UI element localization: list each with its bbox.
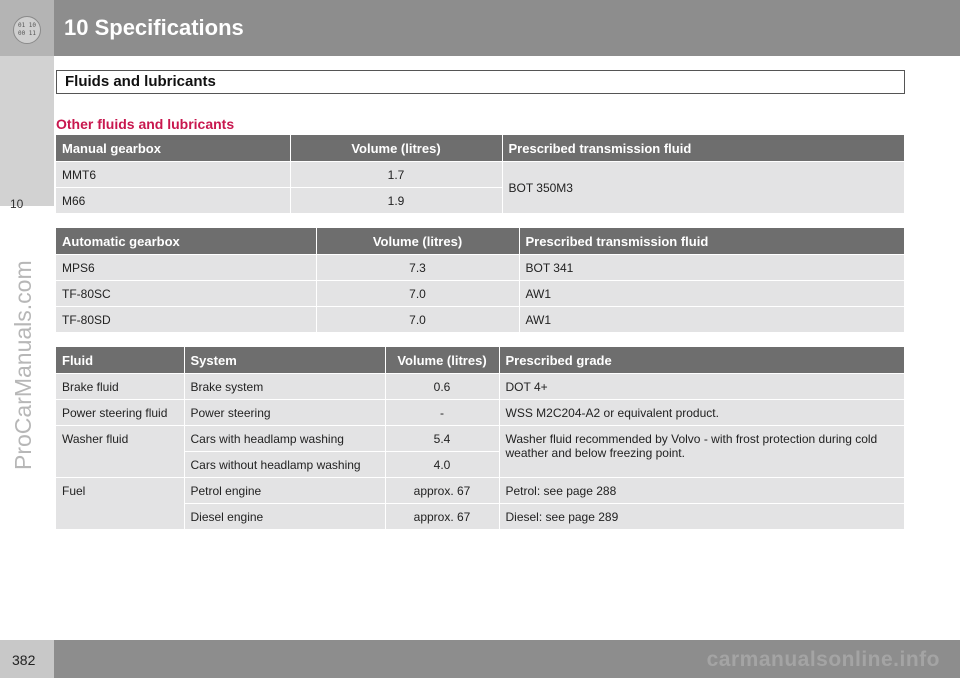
volume-cell: 7.0 <box>316 281 519 307</box>
table-header-row <box>56 135 904 162</box>
table-row <box>56 281 904 307</box>
footer-tab <box>0 640 54 678</box>
page-header <box>0 0 960 56</box>
column-header: Fluid <box>56 347 184 374</box>
gearbox-name: TF-80SC <box>56 281 316 307</box>
fluid-name: Fuel <box>56 478 184 530</box>
column-header: Volume (litres) <box>290 135 502 162</box>
footer-site-text: carmanualsonline.info <box>706 648 940 671</box>
subsection-title: Other fluids and lubricants <box>56 116 235 132</box>
chapter-sidebar <box>0 56 54 211</box>
column-header: Volume (litres) <box>316 228 519 255</box>
section-header-box <box>56 70 905 94</box>
gauge-icon: 01 10 00 11 <box>13 16 41 44</box>
fluid-cell: BOT 341 <box>519 255 904 281</box>
column-header: System <box>184 347 385 374</box>
volume-cell: 4.0 <box>385 452 499 478</box>
volume-cell: 5.4 <box>385 426 499 452</box>
page-title: 10 Specifications <box>64 15 244 40</box>
column-header: Prescribed transmission fluid <box>502 135 904 162</box>
volume-cell: 7.0 <box>316 307 519 333</box>
fluid-cell: AW1 <box>519 307 904 333</box>
grade-cell: WSS M2C204-A2 or equivalent product. <box>499 400 904 426</box>
fluid-cell: BOT 350M3 <box>502 162 904 214</box>
system-cell: Diesel engine <box>184 504 385 530</box>
column-header: Prescribed grade <box>499 347 904 374</box>
automatic-gearbox-table <box>56 228 905 333</box>
gearbox-name: MPS6 <box>56 255 316 281</box>
grade-cell: Petrol: see page 288 <box>499 478 904 504</box>
volume-cell: approx. 67 <box>385 504 499 530</box>
table-row <box>56 426 904 452</box>
system-cell: Petrol engine <box>184 478 385 504</box>
column-header: Automatic gearbox <box>56 228 316 255</box>
fluid-name: Brake fluid <box>56 374 184 400</box>
watermark-text: ProCarManuals.com <box>10 260 36 470</box>
volume-cell: 1.9 <box>290 188 502 214</box>
volume-cell: 1.7 <box>290 162 502 188</box>
system-cell: Brake system <box>184 374 385 400</box>
page-number: 382 <box>12 652 36 668</box>
column-header: Volume (litres) <box>385 347 499 374</box>
volume-cell: 7.3 <box>316 255 519 281</box>
table-row <box>56 504 904 530</box>
table-row <box>56 374 904 400</box>
fluids-table <box>56 347 905 530</box>
system-cell: Cars with headlamp washing <box>184 426 385 452</box>
section-title: Fluids and lubricants <box>65 73 216 90</box>
system-cell: Power steering <box>184 400 385 426</box>
table-row <box>56 478 904 504</box>
gearbox-name: M66 <box>56 188 290 214</box>
column-header: Prescribed transmission fluid <box>519 228 904 255</box>
table-row <box>56 307 904 333</box>
fluid-cell: AW1 <box>519 281 904 307</box>
volume-cell: approx. 67 <box>385 478 499 504</box>
gearbox-name: TF-80SD <box>56 307 316 333</box>
column-header: Manual gearbox <box>56 135 290 162</box>
table-row <box>56 400 904 426</box>
grade-cell: Washer fluid recommended by Volvo - with frost protection during cold weather and below freezing point. <box>499 426 904 478</box>
gearbox-name: MMT6 <box>56 162 290 188</box>
table-row <box>56 162 904 188</box>
volume-cell: - <box>385 400 499 426</box>
grade-cell: Diesel: see page 289 <box>499 504 904 530</box>
fluid-name: Washer fluid <box>56 426 184 478</box>
fluid-name: Power steering fluid <box>56 400 184 426</box>
chapter-number: 10 <box>10 197 24 211</box>
manual-gearbox-table <box>56 135 905 214</box>
table-header-row <box>56 347 904 374</box>
grade-cell: DOT 4+ <box>499 374 904 400</box>
header-chapter-tab <box>0 0 54 56</box>
table-row <box>56 255 904 281</box>
volume-cell: 0.6 <box>385 374 499 400</box>
system-cell: Cars without headlamp washing <box>184 452 385 478</box>
table-header-row <box>56 228 904 255</box>
page-footer <box>0 640 960 678</box>
